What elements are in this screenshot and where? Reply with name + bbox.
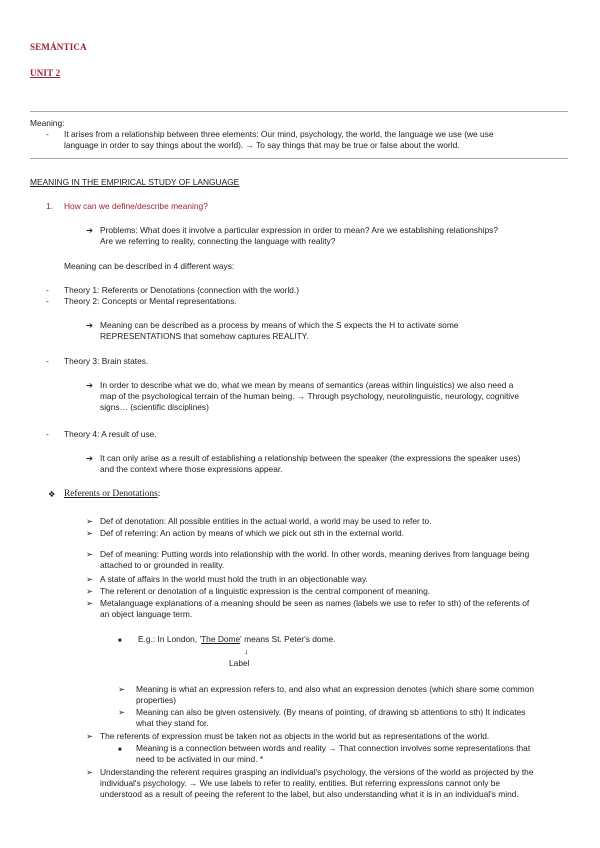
dash-bullet: -	[46, 356, 49, 366]
divider-top	[30, 111, 568, 112]
state-of-affairs: A state of affairs in the world must hold the truth in an objectionable way.	[100, 574, 368, 584]
arrow-bullet-icon: ➔	[86, 453, 94, 463]
example-term: The Dome	[201, 634, 241, 644]
expression-referents: The referents of expression must be taken not as objects in the world but as representations of the world.	[100, 731, 490, 741]
sub-ostensive-line2: what they stand for.	[136, 718, 209, 728]
def-meaning-line1: Def of meaning: Putting words into relationship with the world. In other words, meaning derives from language being	[100, 549, 530, 559]
square-bullet-icon: ■	[118, 638, 122, 644]
meaning-definition-line1: It arises from a relationship between three elements: Our mind, psychology, the world, the language we use (we use	[64, 129, 494, 139]
understanding-line2: individual's psychology. → We use labels to refer to reality, entities. But referring expressions cannot only be	[100, 778, 501, 788]
triangle-bullet-icon: ➢	[86, 731, 94, 741]
theory-4: Theory 4: A result of use.	[64, 429, 157, 439]
dash-bullet: -	[46, 129, 49, 139]
down-arrow-icon: ↓	[244, 646, 249, 656]
understanding-line1: Understanding the referent requires grasping an individual's psychology, the versions of the world as projected by the	[100, 767, 534, 777]
understanding-line3: understood as a result of peeing the referent to the label, but also understanding what it is in an individual's mind.	[100, 789, 519, 799]
sub-meaning-refers-line2: properties)	[136, 695, 177, 705]
sub-meaning-refers-line1: Meaning is what an expression refers to, and also what an expression denotes (which share some common	[136, 684, 535, 694]
arrow-bullet-icon: ➔	[86, 320, 94, 330]
def-denotation: Def of denotation: All possible entities in the actual world, a world may be used to refer to.	[100, 516, 432, 526]
diamond-bullet-icon: ❖	[48, 489, 56, 499]
triangle-bullet-icon: ➢	[118, 684, 126, 694]
arrow-bullet-icon: ➔	[86, 380, 94, 390]
theory-3-note-line1: In order to describe what we do, what we mean by means of semantics (areas within linguistics) we also need a	[100, 380, 514, 390]
dash-bullet: -	[46, 296, 49, 306]
triangle-bullet-icon: ➢	[118, 707, 126, 717]
triangle-bullet-icon: ➢	[86, 586, 94, 596]
question-number: 1.	[46, 201, 53, 211]
def-referring: Def of referring: An action by means of which we pick out sth in the external world.	[100, 528, 404, 538]
theory-3: Theory 3: Brain states.	[64, 356, 149, 366]
theory-3-note-line3: signs… (scientific disciplines)	[100, 402, 209, 412]
square-bullet-icon: ■	[118, 747, 122, 753]
dash-bullet: -	[46, 285, 49, 295]
referents-heading-colon: :	[157, 489, 161, 499]
triangle-bullet-icon: ➢	[86, 598, 94, 608]
example-suffix: ' means St. Peter's dome.	[240, 634, 336, 644]
sub-ostensive-line1: Meaning can also be given ostensively. (By means of pointing, of drawing sb attentions to sth) It indicates	[136, 707, 526, 717]
theory-2-note-line2: REPRESENTATIONS that somehow captures REALITY.	[100, 331, 309, 341]
question-text: How can we define/describe meaning?	[64, 201, 208, 211]
dash-bullet: -	[46, 429, 49, 439]
referents-heading-text: Referents or Denotations	[64, 489, 158, 499]
meaning-definition-line2: language in order to say things about the world). → To say things that may be true or false about the world.	[64, 140, 460, 150]
example-dome	[138, 634, 336, 645]
meaning-label: Meaning:	[30, 118, 65, 128]
arrow-bullet-icon: ➔	[86, 225, 94, 235]
unit-heading: UNIT 2	[30, 68, 61, 78]
connection-line2: need to be activated in our mind. *	[136, 754, 264, 764]
triangle-bullet-icon: ➢	[86, 516, 94, 526]
triangle-bullet-icon: ➢	[86, 767, 94, 777]
triangle-bullet-icon: ➢	[86, 549, 94, 559]
problems-line1: Problems: What does it involve a particular expression in order to mean? Are we establishing relationships?	[100, 225, 499, 235]
metalanguage-line2: an object language term.	[100, 609, 193, 619]
triangle-bullet-icon: ➢	[86, 574, 94, 584]
triangle-bullet-icon: ➢	[86, 528, 94, 538]
theory-4-note-line1: It can only arise as a result of establishing a relationship between the speaker (the expressions the speaker uses)	[100, 453, 521, 463]
described-intro: Meaning can be described in 4 different ways:	[64, 261, 235, 271]
theory-2: Theory 2: Concepts or Mental representations.	[64, 296, 237, 306]
theory-3-note-line2: map of the psychological terrain of the human being. → Through psychology, neurolinguistic, neurology, cognitive	[100, 391, 519, 401]
theory-4-note-line2: and the context where those expressions appear.	[100, 464, 283, 474]
def-meaning-line2: attached to or grounded in reality.	[100, 560, 225, 570]
page-title: SEMÁNTICA	[30, 42, 87, 52]
example-prefix: E.g.: In London, '	[138, 634, 202, 644]
theory-1: Theory 1: Referents or Denotations (connection with the world.)	[64, 285, 300, 295]
theory-2-note-line1: Meaning can be described as a process by means of which the S expects the H to activate some	[100, 320, 459, 330]
metalanguage-line1: Metalanguage explanations of a meaning should be seen as names (labels we use to refer to sth) of the referents of	[100, 598, 530, 608]
connection-line1: Meaning is a connection between words and reality → That connection involves some representations that	[136, 743, 531, 753]
divider-bottom	[30, 158, 568, 159]
section-title: MEANING IN THE EMPIRICAL STUDY OF LANGUAGE	[30, 177, 240, 187]
problems-line2: Are we referring to reality, connecting the language with reality?	[100, 236, 336, 246]
central-component: The referent or denotation of a linguistic expression is the central component of meaning.	[100, 586, 431, 596]
referents-heading	[64, 488, 160, 500]
label-word: Label	[229, 658, 250, 668]
